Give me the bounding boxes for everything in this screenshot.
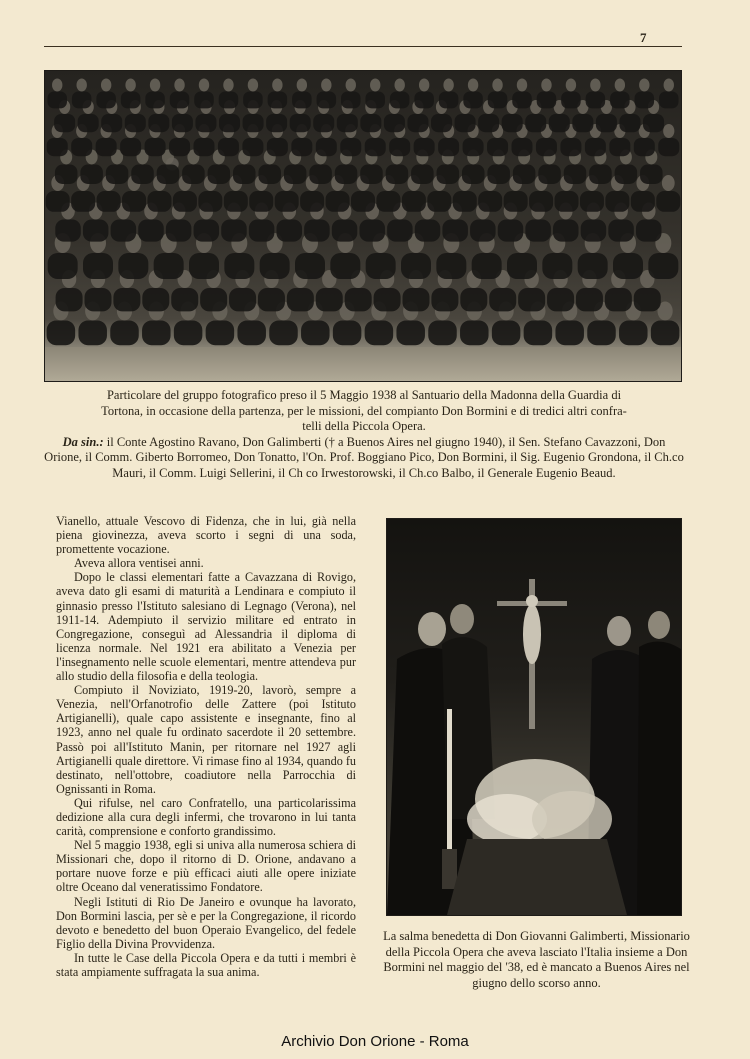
crowd-body xyxy=(580,191,604,212)
crowd-body xyxy=(507,253,537,279)
crowd-body xyxy=(513,165,536,185)
crowd-body xyxy=(72,92,92,109)
crowd-body xyxy=(643,114,664,132)
crowd-body xyxy=(206,321,235,346)
crowd-body xyxy=(106,165,129,185)
crowd-body xyxy=(317,92,337,109)
crowd-body xyxy=(619,114,640,132)
crowd-body xyxy=(55,220,81,242)
crowd-body xyxy=(120,138,141,156)
crowd-head xyxy=(662,175,675,191)
crowd-body xyxy=(85,288,112,311)
crowd-body xyxy=(586,92,606,109)
coffin-photo-caption: La salma benedetta di Don Giovanni Galimberti, Missionario della Piccola Opera che aveva lasciato l'Italia insieme a Don Bormini nel maggio del '38, ed è mancato a Buenos Aires nel giugno dello scorso anno. xyxy=(383,929,690,990)
crowd-body xyxy=(376,191,400,212)
crowd-body xyxy=(553,220,579,242)
crowd-body xyxy=(608,220,634,242)
crowd-body xyxy=(269,321,298,346)
crowd-body xyxy=(455,114,476,132)
crowd-body xyxy=(221,220,247,242)
crowd-body xyxy=(71,138,92,156)
group-photo-caption xyxy=(44,388,684,481)
crowd-body xyxy=(277,220,303,242)
crowd-body xyxy=(414,138,435,156)
crowd-body xyxy=(634,288,661,311)
crowd-body xyxy=(249,191,273,212)
crowd-head xyxy=(223,79,233,92)
crowd-body xyxy=(290,114,311,132)
crowd-body xyxy=(96,92,116,109)
crowd-body xyxy=(243,92,263,109)
crowd-body xyxy=(345,288,372,311)
paragraph: Nel 5 maggio 1938, egli si univa alla numerosa schiera di Missionari che, dopo il ritorno di D. Orione, andavano a portare nuove forze e più efficaci aiuti alle opere iniziate oltre Oceano dal veneratissimo Fondatore. xyxy=(56,838,356,895)
crowd-body xyxy=(428,321,457,346)
crowd-body xyxy=(351,191,375,212)
crowd-body xyxy=(411,165,434,185)
crowd-head xyxy=(419,79,429,92)
crowd-body xyxy=(340,138,361,156)
crowd-body xyxy=(316,138,337,156)
crowd-body xyxy=(304,220,330,242)
crowd-head xyxy=(492,79,502,92)
crowd-body xyxy=(518,288,545,311)
crowd-body xyxy=(287,288,314,311)
crowd-body xyxy=(589,165,612,185)
crowd-body xyxy=(47,138,68,156)
crowd-head xyxy=(76,79,86,92)
crowd-body xyxy=(301,321,330,346)
crowd-body xyxy=(169,138,190,156)
crowd-body xyxy=(97,191,121,212)
crowd-body xyxy=(224,253,254,279)
crowd-body xyxy=(145,138,166,156)
crowd-body xyxy=(431,288,458,311)
crowd-body xyxy=(366,253,396,279)
crowd-body xyxy=(478,114,499,132)
photo-ground xyxy=(45,347,681,381)
crowd-body xyxy=(538,165,561,185)
crowd-body xyxy=(71,191,95,212)
crowd-body xyxy=(118,253,148,279)
crowd-head xyxy=(248,79,258,92)
crowd-head xyxy=(101,79,111,92)
crowd-body xyxy=(332,220,358,242)
crowd-body xyxy=(529,191,553,212)
crowd-body xyxy=(195,114,216,132)
crowd-body xyxy=(194,92,214,109)
crowd-head xyxy=(443,79,453,92)
crowd-head xyxy=(664,79,674,92)
crowd-body xyxy=(656,191,680,212)
crowd-body xyxy=(578,253,608,279)
crowd-body xyxy=(166,220,192,242)
crowd-body xyxy=(111,220,137,242)
crowd-body xyxy=(56,288,83,311)
crowd-body xyxy=(266,114,287,132)
crowd-body xyxy=(131,165,154,185)
crowd-body xyxy=(268,92,288,109)
crowd-body xyxy=(125,114,146,132)
crowd-body xyxy=(512,138,533,156)
crowd-body xyxy=(365,321,394,346)
crowd-body xyxy=(437,165,460,185)
crowd-body xyxy=(96,138,117,156)
crowd-body xyxy=(142,321,171,346)
crowd-head xyxy=(346,79,356,92)
crowd-body xyxy=(438,138,459,156)
crowd-head xyxy=(566,79,576,92)
crowd-body xyxy=(492,321,520,346)
crowd-body xyxy=(487,138,508,156)
crowd-body xyxy=(198,191,222,212)
crowd-head xyxy=(174,79,184,92)
crowd-body xyxy=(326,191,350,212)
crowd-body xyxy=(636,220,662,242)
crowd-body xyxy=(560,138,581,156)
crowd-body xyxy=(609,138,630,156)
crowd-body xyxy=(148,114,169,132)
crowd-body xyxy=(453,191,477,212)
crowd-body xyxy=(631,191,655,212)
crowd-body xyxy=(229,288,256,311)
crowd-body xyxy=(460,321,489,346)
crowd-body xyxy=(502,114,523,132)
crowd-body xyxy=(200,288,227,311)
crowd-body xyxy=(576,288,603,311)
crowd-body xyxy=(258,165,281,185)
crowd-body xyxy=(341,92,361,109)
crowd-body xyxy=(489,288,516,311)
crowd-body xyxy=(555,321,584,346)
crowd-body xyxy=(561,92,581,109)
crowd-body xyxy=(619,321,648,346)
crowd-head xyxy=(370,79,380,92)
crowd-body xyxy=(415,220,441,242)
crowd-body xyxy=(537,92,557,109)
crowd-head xyxy=(639,79,649,92)
group-photo-figures xyxy=(45,71,681,381)
crowd-body xyxy=(431,114,452,132)
crowd-body xyxy=(260,253,290,279)
crowd-body xyxy=(83,253,113,279)
crowd-body xyxy=(374,288,401,311)
crowd-head xyxy=(541,79,551,92)
crowd-body xyxy=(427,191,451,212)
crowd-body xyxy=(154,253,184,279)
crowd-body xyxy=(504,191,528,212)
crowd-body xyxy=(414,92,434,109)
crowd-body xyxy=(555,191,579,212)
crowd-body xyxy=(460,288,487,311)
crowd-body xyxy=(525,114,546,132)
crowd-body xyxy=(83,220,109,242)
crowd-body xyxy=(113,288,140,311)
crowd-body xyxy=(313,114,334,132)
archive-footer: Archivio Don Orione - Roma xyxy=(281,1033,469,1050)
crowd-body xyxy=(267,138,288,156)
crowd-body xyxy=(194,138,215,156)
paragraph: Dopo le classi elementari fatte a Cavazzana di Rovigo, aveva dato gli esami di maturità a Lendinara e compiuto il ginnasio presso l'Istituto salesiano di Legnago (Verona), nel 1911-14. Adempiuto il servizio militare ed entrato in Congregazione, conseguì ad Alessandria il diploma di licenza normale. Nel 1921 era abilitato a Venezia per l'insegnamento nelle scuole elementari, mentre attendeva pur allo studio della filosofia e della teologia. xyxy=(56,570,356,684)
crowd-body xyxy=(615,165,638,185)
crowd-body xyxy=(174,321,203,346)
crowd-body xyxy=(78,114,99,132)
paragraph: Vianello, attuale Vescovo di Fidenza, che in lui, già nella piena giovinezza, aveva scorto i segni di una soda, promettente vocazione. xyxy=(56,514,356,557)
crowd-body xyxy=(549,114,570,132)
crowd-head xyxy=(199,79,209,92)
crowd-body xyxy=(390,92,410,109)
crowd-body xyxy=(138,220,164,242)
crowd-body xyxy=(224,191,248,212)
crowd-body xyxy=(171,288,198,311)
crowd-body xyxy=(463,138,484,156)
crowd-body xyxy=(309,165,332,185)
crowd-body xyxy=(300,191,324,212)
crowd-body xyxy=(478,191,502,212)
crowd-body xyxy=(401,253,431,279)
crowd-head xyxy=(125,79,135,92)
crowd-head xyxy=(468,79,478,92)
crowd-body xyxy=(54,114,75,132)
crowd-head xyxy=(150,79,160,92)
crowd-body xyxy=(613,253,643,279)
caption-line-1: Particolare del gruppo fotografico preso il 5 Maggio 1938 al Santuario della Madonna della Guardia di xyxy=(106,388,622,402)
crowd-body xyxy=(651,321,680,346)
crowd-body xyxy=(659,92,679,109)
crowd-head xyxy=(272,79,282,92)
crowd-body xyxy=(172,114,193,132)
crowd-head xyxy=(394,79,404,92)
crowd-body xyxy=(122,191,146,212)
crowd-body xyxy=(249,220,275,242)
crowd-body xyxy=(536,138,557,156)
crowd-body xyxy=(658,138,679,156)
crowd-body xyxy=(147,191,171,212)
crowd-body xyxy=(365,138,386,156)
crowd-body xyxy=(472,253,502,279)
crowd-body xyxy=(121,92,141,109)
crowd-body xyxy=(55,165,77,185)
crowd-body xyxy=(48,253,78,279)
crowd-body xyxy=(360,165,383,185)
coffin-photo xyxy=(386,518,682,916)
crowd-body xyxy=(47,321,76,346)
crowd-body xyxy=(402,191,426,212)
crowd-body xyxy=(330,253,360,279)
crowd-head xyxy=(590,79,600,92)
crowd-body xyxy=(208,165,231,185)
crowd-body xyxy=(333,321,362,346)
caption-names-lead: Da sin.: xyxy=(62,434,104,449)
crowd-body xyxy=(396,321,425,346)
page-number: 7 xyxy=(640,30,647,45)
paragraph: Negli Istituti di Rio De Janeiro e ovunque ha lavorato, Don Bormini lascia, per sè e per la Congregazione, il ricordo devoto e benedetto del buon Operaio Evangelico, del fedele Figlio della Divina Provvidenza. xyxy=(56,894,356,951)
crowd-body xyxy=(233,165,256,185)
crowd-body xyxy=(291,138,312,156)
crowd-body xyxy=(389,138,410,156)
crowd-body xyxy=(360,114,381,132)
crowd-body xyxy=(384,114,405,132)
crowd-body xyxy=(386,165,409,185)
paragraph: Qui rifulse, nel caro Confratello, una particolarissima dedizione alla cura degli infermi, che trovarono in lui tanta carità, comprensione e conforto grandissimo. xyxy=(56,795,356,839)
crowd-body xyxy=(237,321,266,346)
crowd-body xyxy=(194,220,220,242)
crowd-body xyxy=(542,253,572,279)
crowd-body xyxy=(498,220,524,242)
crowd-body xyxy=(581,220,607,242)
crowd-head xyxy=(517,79,527,92)
crowd-body xyxy=(512,92,532,109)
crowd-body xyxy=(110,321,139,346)
crowd-body xyxy=(605,288,632,311)
crowd-body xyxy=(295,253,325,279)
crowd-body xyxy=(634,138,655,156)
crowd-body xyxy=(292,92,312,109)
crowd-body xyxy=(337,114,358,132)
crowd-body xyxy=(284,165,307,185)
paragraph: Aveva allora ventisei anni. xyxy=(74,556,204,571)
crowd-body xyxy=(488,92,508,109)
crowd-body xyxy=(243,114,264,132)
crowd-body xyxy=(605,191,629,212)
crowd-head xyxy=(615,79,625,92)
crowd-body xyxy=(258,288,285,311)
crowd-body xyxy=(359,220,385,242)
article-body xyxy=(56,514,356,979)
paragraph: Compiuto il Noviziato, 1919-20, lavorò, sempre a Venezia, nell'Orfanotrofio delle Zattere (poi Istituto Artigianelli), quale capo assistente e insegnante, fino al 1923, anno nel quale fu ordinato sacerdote il 20 settembre. Passò poi all'Istituto Manin, per ritornare nel 1927 agli Artigianelli quale direttore. Vi rimase fino al 1934, quando fu destinato, nell'ottobre, coadiutore nella Parrocchia di Ognissanti in Roma. xyxy=(56,683,356,796)
crowd-head xyxy=(663,124,674,138)
crowd-body xyxy=(640,165,663,185)
crowd-body xyxy=(525,220,551,242)
crowd-body xyxy=(218,138,239,156)
crowd-body xyxy=(635,92,655,109)
crowd-body xyxy=(487,165,510,185)
paragraph: In tutte le Case della Piccola Opera e da tutti i membri è stata ampiamente suffragata la sua anima. xyxy=(56,950,356,979)
crowd-body xyxy=(275,191,299,212)
crowd-head xyxy=(52,79,62,92)
crowd-body xyxy=(80,165,103,185)
crowd-head xyxy=(297,79,307,92)
crowd-body xyxy=(439,92,459,109)
caption-names xyxy=(44,435,684,482)
crowd-body xyxy=(587,321,616,346)
crowd-body xyxy=(219,114,240,132)
crowd-body xyxy=(365,92,385,109)
crowd-body xyxy=(407,114,428,132)
crowd-body xyxy=(145,92,165,109)
caption-line-3: telli della Piccola Opera. xyxy=(302,419,426,433)
crowd-body xyxy=(189,253,219,279)
crowd-body xyxy=(470,220,496,242)
crowd-body xyxy=(219,92,239,109)
crowd-body xyxy=(585,138,606,156)
crowd-body xyxy=(442,220,468,242)
coffin-photo-scene xyxy=(387,519,681,915)
crowd-body xyxy=(335,165,358,185)
crowd-body xyxy=(648,253,678,279)
caption-names-text: il Conte Agostino Ravano, Don Galimberti († a Buenos Aires nel giugno 1940), il Sen. Stefano Cavazzoni, Don Orione, il Comm. Giberto Borromeo, Don Tonatto, l'On. Prof. Boggiano Pico, Don Bormini, il Sig. Eugenio Grondona, il Ch.co Mauri, il Comm. Luigi Sellerini, il Ch co Irwestorowski, il Ch.co Balbo, il Generale Eugenio Beaud. xyxy=(44,434,684,480)
crowd-body xyxy=(387,220,413,242)
crowd-body xyxy=(101,114,122,132)
crowd-body xyxy=(182,165,205,185)
crowd-body xyxy=(170,92,190,109)
group-photo xyxy=(44,70,682,382)
crowd-body xyxy=(610,92,630,109)
crowd-body xyxy=(572,114,593,132)
crowd-body xyxy=(524,321,553,346)
crowd-body xyxy=(436,253,466,279)
crowd-body xyxy=(242,138,263,156)
crowd-body xyxy=(46,191,70,212)
crowd-body xyxy=(173,191,197,212)
crowd-body xyxy=(596,114,617,132)
crowd-body xyxy=(47,92,67,109)
crowd-head xyxy=(321,79,331,92)
crowd-body xyxy=(564,165,587,185)
crowd-body xyxy=(78,321,107,346)
header-rule xyxy=(44,46,682,47)
crowd-body xyxy=(547,288,574,311)
crowd-body xyxy=(463,92,483,109)
crowd-body xyxy=(403,288,430,311)
crowd-body xyxy=(462,165,485,185)
crowd-body xyxy=(316,288,343,311)
caption-line-2: Tortona, in occasione della partenza, per le missioni, del compianto Don Bormini e di tredici altri confra- xyxy=(101,403,627,418)
crowd-body xyxy=(142,288,169,311)
crowd-body xyxy=(157,165,180,185)
